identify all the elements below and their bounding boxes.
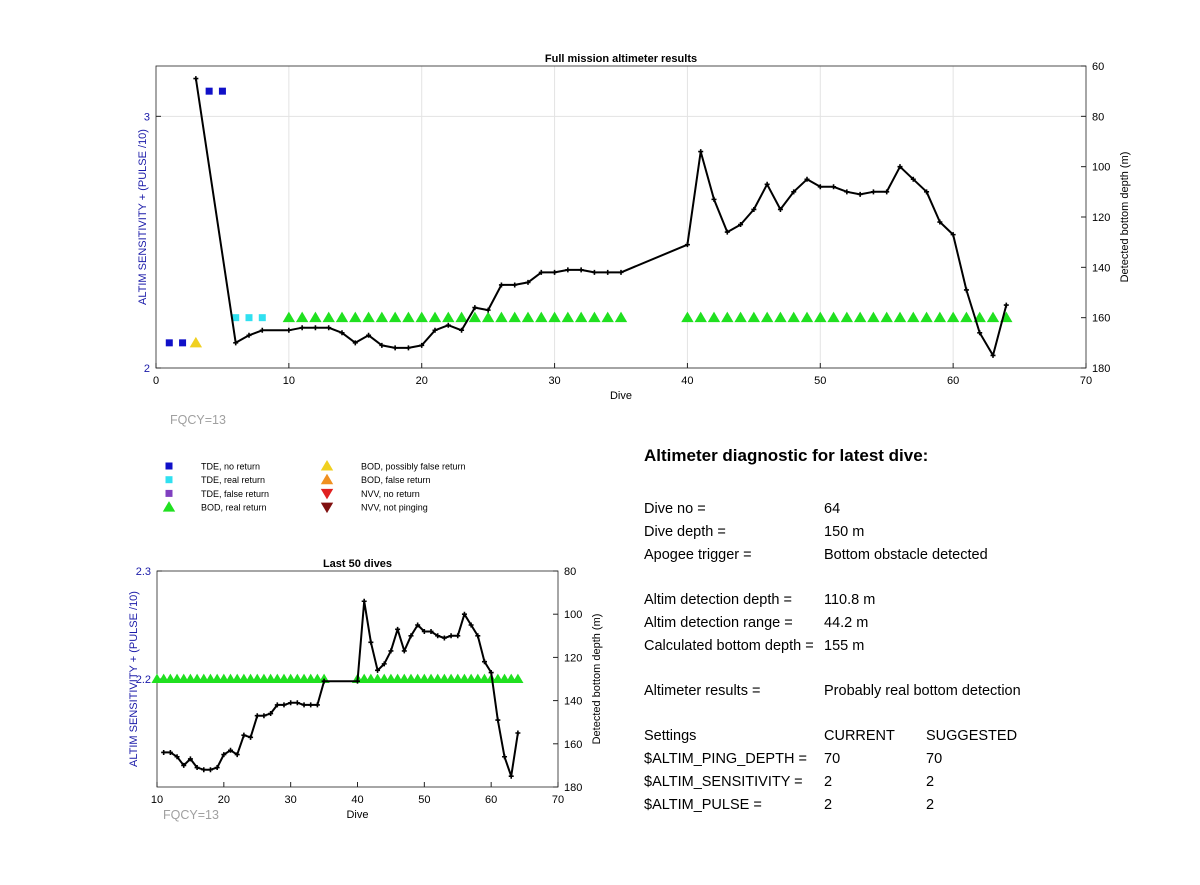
depth-point — [261, 713, 266, 718]
depth-point — [308, 702, 313, 707]
bod-real-return-marker — [309, 312, 321, 323]
setting-current: 2 — [824, 797, 833, 813]
depth-point — [512, 282, 517, 287]
bod-real-return-marker — [588, 312, 600, 323]
bod-real-return-marker — [681, 312, 693, 323]
y-right-tick-label: 60 — [1092, 61, 1105, 73]
depth-point — [446, 323, 451, 328]
depth-point — [208, 767, 213, 772]
bod-real-return-marker — [920, 312, 932, 323]
bod-real-return-marker — [349, 312, 361, 323]
y-left-tick-label: 3 — [143, 111, 150, 124]
calculated-depth-label: Calculated bottom depth = — [644, 638, 814, 654]
depth-point — [255, 713, 260, 718]
y-right-tick-label: 160 — [1092, 312, 1111, 325]
setting-name: $ALTIM_PULSE = — [644, 797, 762, 813]
y-left-tick-label: 2 — [143, 363, 150, 375]
bod-real-return-marker — [509, 312, 521, 323]
depth-point — [509, 774, 514, 779]
legend-square-icon — [166, 463, 173, 470]
depth-point — [858, 192, 863, 197]
dive-no-value: 64 — [824, 501, 841, 517]
suggested-header: SUGGESTED — [926, 728, 1018, 744]
y-right-tick-label: 140 — [564, 695, 583, 708]
bod-real-return-marker — [854, 312, 866, 323]
depth-point — [552, 270, 557, 275]
depth-point — [326, 325, 331, 330]
legend-triangle-up-icon — [163, 501, 175, 512]
x-tick-label: 20 — [217, 794, 230, 806]
bod-real-return-marker — [482, 312, 494, 323]
apogee-label: Apogee trigger = — [644, 547, 752, 563]
x-tick-label: 60 — [947, 375, 960, 387]
bod-real-return-marker — [708, 312, 720, 323]
settings-header-row — [644, 725, 1164, 748]
depth-point — [193, 76, 198, 81]
depth-point — [698, 149, 703, 154]
bod-real-return-marker — [442, 312, 454, 323]
legend-label: TDE, false return — [201, 488, 270, 499]
full-mission-fqcy-label: FQCY=13 — [170, 413, 226, 427]
tde-real-return-marker — [259, 314, 266, 321]
dive-depth-row — [644, 521, 1164, 544]
bod-real-return-marker — [827, 312, 839, 323]
x-tick-label: 40 — [681, 375, 694, 387]
full-mission-y-left-label: ALTIM SENSITIVITY + (PULSE /10) — [137, 129, 149, 305]
x-tick-label: 60 — [485, 794, 498, 806]
tde-no-return-marker — [219, 88, 226, 95]
last-50-title: Last 50 dives — [322, 558, 393, 570]
bod-real-return-marker — [947, 312, 959, 323]
full-mission-depth-line — [196, 79, 1006, 356]
depth-point — [502, 754, 507, 759]
x-tick-label: 10 — [282, 375, 295, 387]
full-mission-y-right-label: Detected bottom depth (m) — [1119, 151, 1131, 283]
setting-row — [644, 771, 1164, 794]
bod-real-return-marker — [402, 312, 414, 323]
depth-point — [288, 700, 293, 705]
depth-point — [406, 345, 411, 350]
y-right-tick-label: 100 — [1092, 161, 1111, 174]
depth-point — [248, 735, 253, 740]
bod-real-return-marker — [416, 312, 428, 323]
apogee-row — [644, 544, 1164, 567]
dive-no-row — [644, 498, 1164, 521]
bod-real-return-marker — [774, 312, 786, 323]
x-tick-label: 20 — [415, 375, 428, 387]
y-right-tick-label: 140 — [1092, 262, 1111, 275]
x-tick-label: 0 — [152, 375, 160, 387]
tde-real-return-marker — [246, 314, 253, 321]
bod-real-return-marker — [761, 312, 773, 323]
y-left-tick-label: 2.2 — [135, 674, 151, 686]
x-tick-label: 70 — [1079, 375, 1093, 387]
legend-label: NVV, not pinging — [361, 502, 428, 513]
y-right-tick-label: 120 — [564, 652, 583, 665]
bod-real-return-marker — [867, 312, 879, 323]
last-50-fqcy-label: FQCY=13 — [163, 808, 219, 822]
detection-range-row — [644, 612, 1164, 635]
bod-real-return-marker — [907, 312, 919, 323]
legend — [163, 460, 466, 513]
bod-real-return-marker — [389, 312, 401, 323]
bod-real-return-marker — [801, 312, 813, 323]
bod-real-return-marker — [814, 312, 826, 323]
legend-label: TDE, no return — [201, 461, 261, 472]
y-right-tick-label: 120 — [1092, 212, 1111, 224]
depth-point — [1004, 303, 1009, 308]
x-tick-label: 30 — [548, 375, 561, 387]
bod-real-return-marker — [987, 312, 999, 323]
bod-real-return-marker — [695, 312, 707, 323]
depth-point — [302, 702, 307, 707]
results-label: Altimeter results = — [644, 683, 761, 699]
depth-point — [286, 328, 291, 333]
calculated-depth-value: 155 m — [824, 638, 865, 654]
bod-real-return-marker — [934, 312, 946, 323]
legend-label: TDE, real return — [201, 475, 266, 486]
bod-real-return-marker — [362, 312, 374, 323]
bod-real-return-marker — [429, 312, 441, 323]
detection-depth-value: 110.8 m — [824, 592, 876, 608]
bod-real-return-marker — [841, 312, 853, 323]
depth-point — [362, 599, 367, 604]
bod-real-return-marker — [615, 312, 627, 323]
legend-label: BOD, possibly false return — [361, 461, 466, 472]
legend-label: BOD, real return — [201, 502, 267, 513]
y-right-tick-label: 80 — [564, 566, 577, 578]
last-50-depth-line — [164, 601, 518, 776]
detection-range-label: Altim detection range = — [644, 615, 793, 631]
bod-real-return-marker — [748, 312, 760, 323]
depth-point — [605, 270, 610, 275]
full-mission-axes-frame — [156, 66, 1086, 368]
x-tick-label: 50 — [814, 375, 827, 387]
x-tick-label: 40 — [351, 794, 364, 806]
legend-triangle-down-icon — [321, 489, 333, 500]
dive-depth-value: 150 m — [824, 524, 865, 540]
current-header: CURRENT — [824, 728, 895, 744]
diagnostic-title: Altimeter diagnostic for latest dive: — [644, 446, 929, 465]
last-50-x-label: Dive — [346, 809, 369, 821]
last-50-y-left-label: ALTIM SENSITIVITY + (PULSE /10) — [128, 591, 140, 767]
legend-label: BOD, false return — [361, 475, 431, 486]
bod-real-return-marker — [495, 312, 507, 323]
depth-point — [449, 633, 454, 638]
tde-no-return-marker — [179, 339, 186, 346]
depth-point — [201, 767, 206, 772]
detection-depth-label: Altim detection depth = — [644, 592, 792, 608]
bod-real-return-marker — [535, 312, 547, 323]
bod-real-return-marker — [575, 312, 587, 323]
full-mission-title: Full mission altimeter results — [544, 53, 698, 65]
tde-no-return-marker — [166, 339, 173, 346]
depth-point — [393, 345, 398, 350]
results-row — [644, 680, 1164, 703]
dive-no-label: Dive no = — [644, 501, 706, 517]
depth-point — [579, 267, 584, 272]
depth-point — [455, 633, 460, 638]
bod-real-return-marker — [455, 312, 467, 323]
bod-real-return-marker — [960, 312, 972, 323]
setting-current: 2 — [824, 774, 833, 790]
diagnostic-panel — [644, 446, 1164, 817]
depth-point — [161, 750, 166, 755]
y-right-tick-label: 160 — [564, 738, 583, 751]
calculated-depth-row — [644, 635, 1164, 658]
bod-real-return-marker — [283, 312, 295, 323]
legend-square-icon — [166, 476, 173, 483]
y-right-tick-label: 80 — [1092, 111, 1105, 124]
legend-triangle-up-icon — [321, 474, 333, 485]
depth-point — [565, 267, 570, 272]
bod-real-return-marker — [562, 312, 574, 323]
depth-point — [515, 731, 520, 736]
y-right-tick-label: 100 — [564, 609, 583, 622]
legend-label: NVV, no return — [361, 488, 420, 499]
x-tick-label: 70 — [551, 794, 565, 806]
depth-point — [395, 627, 400, 632]
results-value: Probably real bottom detection — [824, 683, 1021, 699]
depth-point — [831, 184, 836, 189]
setting-current: 70 — [824, 751, 841, 767]
y-left-tick-label: 2.3 — [135, 566, 151, 578]
setting-suggested: 2 — [926, 774, 935, 790]
bod-real-return-marker — [894, 312, 906, 323]
x-tick-label: 50 — [418, 794, 431, 806]
bod-real-return-marker — [881, 312, 893, 323]
apogee-value: Bottom obstacle detected — [824, 547, 988, 563]
setting-row — [644, 794, 1164, 817]
full-mission-plot — [137, 53, 1131, 427]
depth-point — [964, 287, 969, 292]
setting-suggested: 2 — [926, 797, 935, 813]
bod-real-return-marker — [376, 312, 388, 323]
bod-real-return-marker — [721, 312, 733, 323]
settings-label: Settings — [644, 728, 697, 744]
depth-point — [592, 270, 597, 275]
legend-triangle-up-icon — [321, 460, 333, 471]
depth-point — [295, 700, 300, 705]
detection-range-value: 44.2 m — [824, 615, 869, 631]
depth-point — [442, 635, 447, 640]
y-right-tick-label: 180 — [564, 782, 583, 794]
bod-real-return-marker — [296, 312, 308, 323]
depth-point — [495, 718, 500, 723]
bod-real-return-marker — [602, 312, 614, 323]
depth-point — [300, 325, 305, 330]
legend-triangle-down-icon — [321, 503, 333, 513]
bod-real-return-marker — [336, 312, 348, 323]
setting-suggested: 70 — [926, 751, 943, 767]
depth-point — [368, 640, 373, 645]
depth-point — [313, 325, 318, 330]
bod-real-return-marker — [788, 312, 800, 323]
bod-real-return-marker — [548, 312, 560, 323]
legend-square-icon — [166, 490, 173, 497]
setting-name: $ALTIM_PING_DEPTH = — [644, 751, 807, 767]
last-50-plot — [128, 558, 603, 822]
x-tick-label: 10 — [150, 794, 164, 806]
bod-real-return-marker — [323, 312, 335, 323]
y-right-tick-label: 180 — [1092, 363, 1111, 375]
last-50-y-right-label: Detected bottom depth (m) — [591, 613, 603, 745]
dive-depth-label: Dive depth = — [644, 524, 726, 540]
bod-real-return-marker — [522, 312, 534, 323]
tde-no-return-marker — [206, 88, 213, 95]
depth-point — [315, 702, 320, 707]
bod-real-return-marker — [734, 312, 746, 323]
setting-row — [644, 748, 1164, 771]
x-tick-label: 30 — [284, 794, 297, 806]
setting-name: $ALTIM_SENSITIVITY = — [644, 774, 803, 790]
depth-point — [281, 702, 286, 707]
detection-depth-row — [644, 589, 1164, 612]
depth-point — [871, 189, 876, 194]
depth-point — [241, 733, 246, 738]
bod-possibly-false-return-marker — [190, 337, 202, 348]
full-mission-x-label: Dive — [609, 390, 633, 402]
